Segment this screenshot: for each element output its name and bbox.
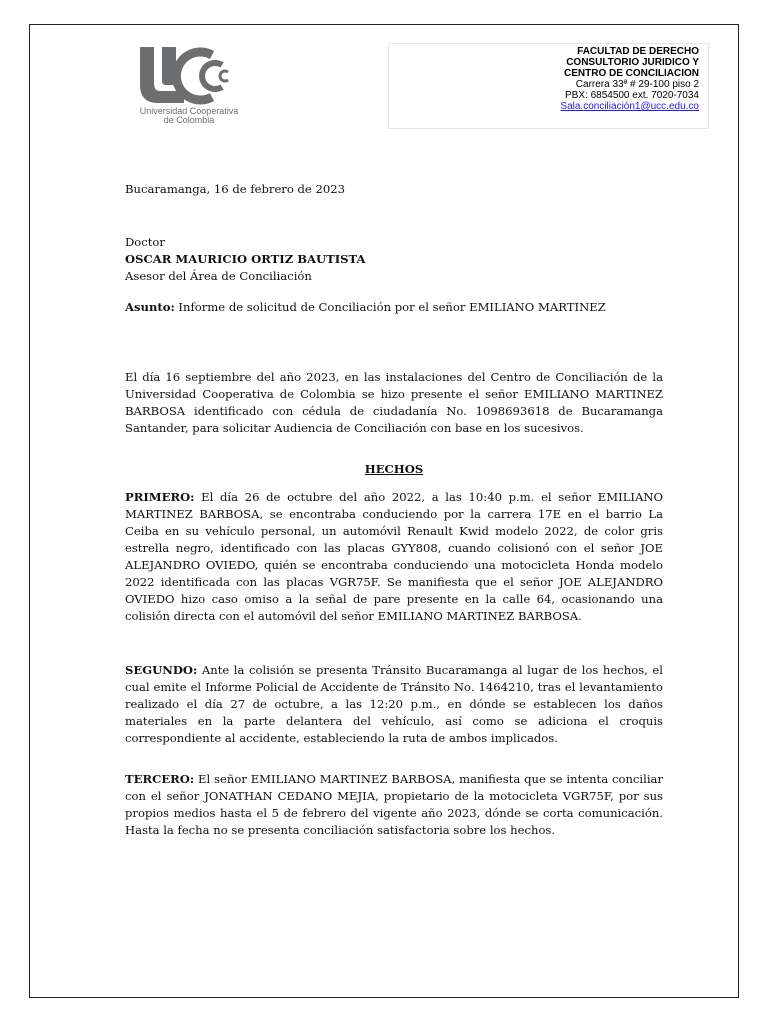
university-logo xyxy=(124,45,274,155)
fact-text: El día 26 de octubre del año 2022, a las 10:40 p.m. el señor EMILIANO MARTINEZ BARBOSA, se encontraba conduciendo por la carrera 17E en el barrio La Ceiba en su vehículo personal, un automóvil Renault Kwid modelo 2022, de color gris estrella negro, identificado con las placas GYY808, cuando colisionó con el señor JOE ALEJANDRO OVIEDO, quién se encontraba conduciendo una motocicleta Honda modelo 2022 identificada con las placas VGR75F. Se manifiesta que el señor JOE ALEJANDRO OVIEDO hizo caso omiso a la señal de pare presente en la calle 64, ocasionando una colisión directa con el automóvil del señor EMILIANO MARTINEZ BARBOSA. xyxy=(125,490,663,623)
subject-block xyxy=(125,299,663,316)
fact-label: TERCERO: xyxy=(125,772,195,786)
salutation: Doctor xyxy=(125,235,165,249)
conciliation-center-name: CENTRO DE CONCILIACION xyxy=(564,68,699,79)
phone: PBX: 6854500 ext. 7020-7034 xyxy=(565,90,699,101)
ucc-logo-mark-icon xyxy=(124,45,234,109)
contact-info-box xyxy=(388,43,709,129)
faculty-name: FACULTAD DE DERECHO xyxy=(577,46,699,57)
document-page xyxy=(29,24,739,998)
recipient-role: Asesor del Área de Conciliación xyxy=(125,269,312,283)
subject-text: Informe de solicitud de Conciliación por el señor EMILIANO MARTINEZ xyxy=(174,300,606,314)
fact-label: SEGUNDO: xyxy=(125,663,198,677)
fact-text: Ante la colisión se presenta Tránsito Bucaramanga al lugar de los hechos, el cual emite el Informe Policial de Accidente de Tránsito No. 1464210, tras el levantamiento realizado el día 27 de octubre, a las 12:20 p.m., en dónde se establecen los daños materiales en la parte delantera del vehículo, así como se adiciona el croquis correspondiente al accidente, estableciendo la ruta de ambos implicados. xyxy=(125,663,663,745)
fact-tercero xyxy=(125,771,663,839)
recipient-block xyxy=(125,234,663,285)
fact-segundo xyxy=(125,662,663,747)
subject-label: Asunto: xyxy=(125,300,175,314)
email-link[interactable]: Sala.conciliación1@ucc.edu.co xyxy=(560,101,699,112)
address: Carrera 33ª # 29-100 piso 2 xyxy=(575,79,699,90)
place-date: Bucaramanga, 16 de febrero de 2023 xyxy=(125,182,345,196)
fact-primero xyxy=(125,489,663,625)
legal-office-name: CONSULTORIO JURIDICO Y xyxy=(566,57,699,68)
fact-text: El señor EMILIANO MARTINEZ BARBOSA, manifiesta que se intenta conciliar con el señor JONATHAN CEDANO MEJIA, propietario de la motocicleta VGR75F, por sus propios medios hasta el 5 de febrero del vigente año 2023, dónde se corta comunicación. Hasta la fecha no se presenta conciliación satisfactoria sobre los hechos. xyxy=(125,772,663,837)
fact-label: PRIMERO: xyxy=(125,490,195,504)
university-name-line-1: Universidad Cooperativa xyxy=(139,106,239,116)
intro-paragraph: El día 16 septiembre del año 2023, en las instalaciones del Centro de Conciliación de la Universidad Cooperativa de Colombia se hizo presente el señor EMILIANO MARTINEZ BARBOSA identificado con cédula de ciudadanía No. 1098693618 de Bucaramanga Santander, para solicitar Audiencia de Conciliación con base en los sucesivos. xyxy=(125,370,663,435)
university-name xyxy=(119,107,259,125)
university-name-line-2: de Colombia xyxy=(163,115,215,125)
recipient-name: OSCAR MAURICIO ORTIZ BAUTISTA xyxy=(125,252,366,266)
facts-title: HECHOS xyxy=(364,462,424,476)
